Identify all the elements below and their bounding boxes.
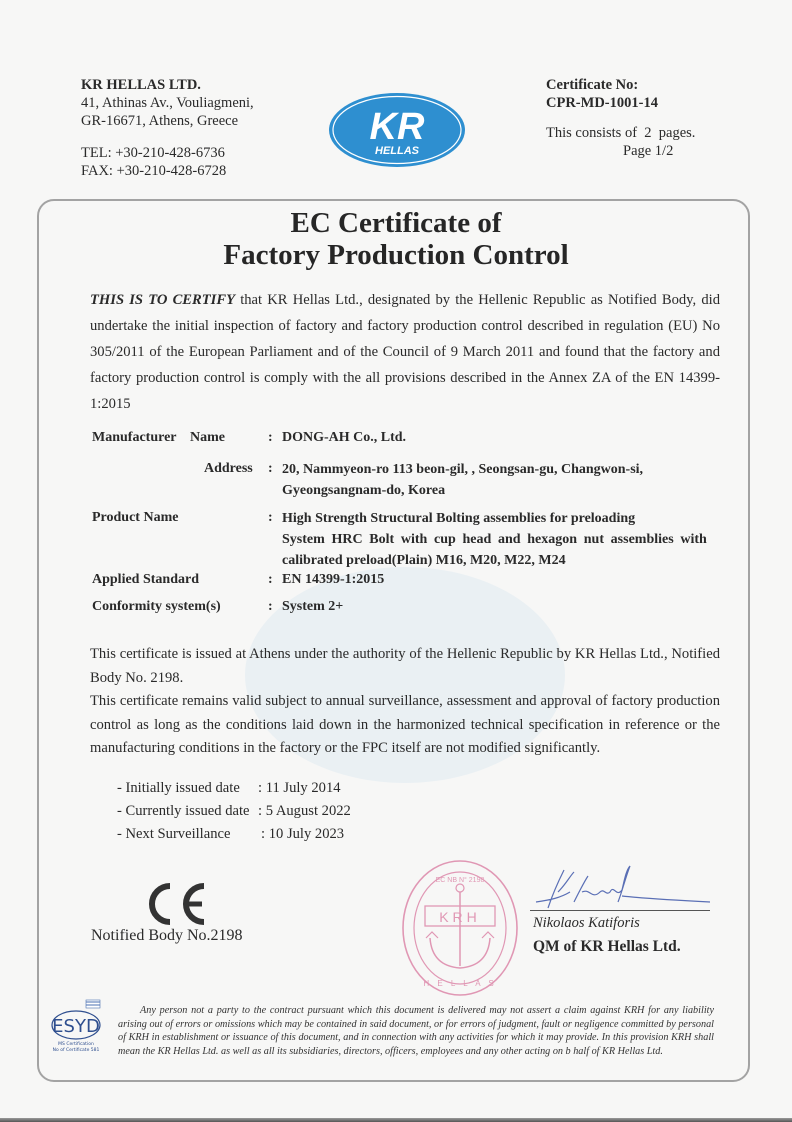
issuer-address-line2: GR-16671, Athens, Greece (81, 113, 239, 129)
issuer-block (81, 76, 254, 180)
product-label: Product Name (92, 510, 179, 525)
standard-value: EN 14399-1:2015 (282, 572, 385, 587)
validity-statement (90, 643, 720, 761)
page-edge (0, 1118, 792, 1122)
signature-line (530, 910, 710, 911)
issuer-address-line1: 41, Athinas Av., Vouliagmeni, (81, 95, 254, 111)
date-value: : 10 July 2023 (261, 826, 345, 842)
svg-text:ESYD: ESYD (52, 1016, 100, 1037)
colon: : (268, 461, 273, 476)
issuer-fax: FAX: +30-210-428-6728 (81, 163, 227, 179)
title-line2: Factory Production Control (223, 239, 569, 271)
certificate-info (546, 76, 695, 160)
esyd-accreditation-logo (42, 998, 110, 1054)
conformity-label: Conformity system(s) (92, 599, 221, 614)
date-value: : 5 August 2022 (258, 803, 351, 819)
colon: : (268, 599, 273, 614)
product-name (282, 508, 730, 571)
date-label: - Initially issued date (117, 780, 240, 796)
certification-statement (90, 287, 720, 417)
product-line2: System HRC Bolt with cup head and hexagon nut assemblies with (282, 532, 707, 547)
svg-text:EC NB N° 2198: EC NB N° 2198 (435, 877, 485, 884)
pages-count: This consists of 2 pages. (546, 125, 696, 141)
krh-seal-stamp (400, 858, 520, 998)
address-line1: 20, Nammyeon-ro 113 beon-gil, , Seongsan-gu, Changwon-si, (282, 462, 644, 477)
colon: : (268, 430, 273, 445)
signatory-name: Nikolaos Katiforis (533, 915, 640, 931)
issuer-name: KR HELLAS LTD. (81, 77, 201, 93)
signature-image (530, 862, 715, 914)
manufacturer-label: Manufacturer (92, 430, 177, 445)
address-label: Address (204, 461, 253, 476)
kr-hellas-logo (327, 91, 467, 169)
svg-text:MS Certification: MS Certification (58, 1042, 94, 1047)
address-line2: Gyeongsangnam-do, Korea (282, 483, 446, 498)
date-label: - Currently issued date (117, 803, 250, 819)
title-line1: EC Certificate of (290, 207, 502, 239)
certificate-number-label: Certificate No: (546, 77, 639, 93)
product-line3: calibrated preload(Plain) M16, M20, M22, M24 (282, 553, 566, 568)
svg-text:KRH: KRH (439, 909, 481, 925)
svg-text:No of Certificate 581: No of Certificate 581 (52, 1048, 100, 1053)
svg-text:HELLAS: HELLAS (375, 145, 419, 157)
issuer-tel: TEL: +30-210-428-6736 (81, 145, 225, 161)
date-value: : 11 July 2014 (258, 780, 341, 796)
notified-body-label: Notified Body No.2198 (91, 927, 243, 944)
manufacturer-name: DONG-AH Co., Ltd. (282, 430, 407, 445)
standard-label: Applied Standard (92, 572, 199, 587)
signatory-title: QM of KR Hellas Ltd. (533, 938, 681, 955)
manufacturer-address (282, 459, 732, 501)
product-line1: High Strength Structural Bolting assemblies for preloading (282, 511, 636, 526)
page-indicator: Page 1/2 (623, 143, 674, 159)
issued-paragraph: This certificate is issued at Athens under the authority of the Hellenic Republic by KR Hellas Ltd., Notified Body No. 2198. (90, 646, 720, 686)
liability-disclaimer: Any person not a party to the contract pursuant which this document is delivered may not assert a claim against KRH for any liability arising out of errors or omissions which may be contained in said document, or for errors of judgment, fault or negligence committed by personal of KRH in establishment or issuance of this document, and in connection with any activities for which it may provide. In this provision KRH shall mean the KR Hellas Ltd. as well as all its subsidiaries, directors, officers, employees and any other acting on b half of KR Hellas Ltd. (118, 1005, 714, 1057)
name-label: Name (190, 430, 225, 445)
date-label: - Next Surveillance (117, 826, 231, 842)
certificate-number: CPR-MD-1001-14 (546, 95, 658, 111)
ce-mark-icon (140, 880, 210, 928)
colon: : (268, 510, 273, 525)
conformity-value: System 2+ (282, 599, 344, 614)
certify-text: that KR Hellas Ltd., designated by the Hellenic Republic as Notified Body, did undertake the initial inspection of factory and factory production control described in regulation (EU) No 305/2011 of the European Parliament and of the Council of 9 March 2011 and found that the factory and factory production control is comply with the all provisions described in the Annex ZA of the EN 14399-1:2015 (90, 292, 720, 412)
certify-lead: THIS IS TO CERTIFY (90, 292, 236, 308)
validity-paragraph: This certificate remains valid subject to annual surveillance, assessment and approval of factory production control as long as the conditions laid down in the harmonized technical specification in reference or the manufacturing conditions in the factory or the FPC itself are not modified significantly. (90, 693, 720, 756)
svg-text:KR: KR (369, 106, 425, 148)
svg-text:H E L L A S: H E L L A S (423, 979, 497, 988)
document-title (0, 207, 792, 271)
colon: : (268, 572, 273, 587)
